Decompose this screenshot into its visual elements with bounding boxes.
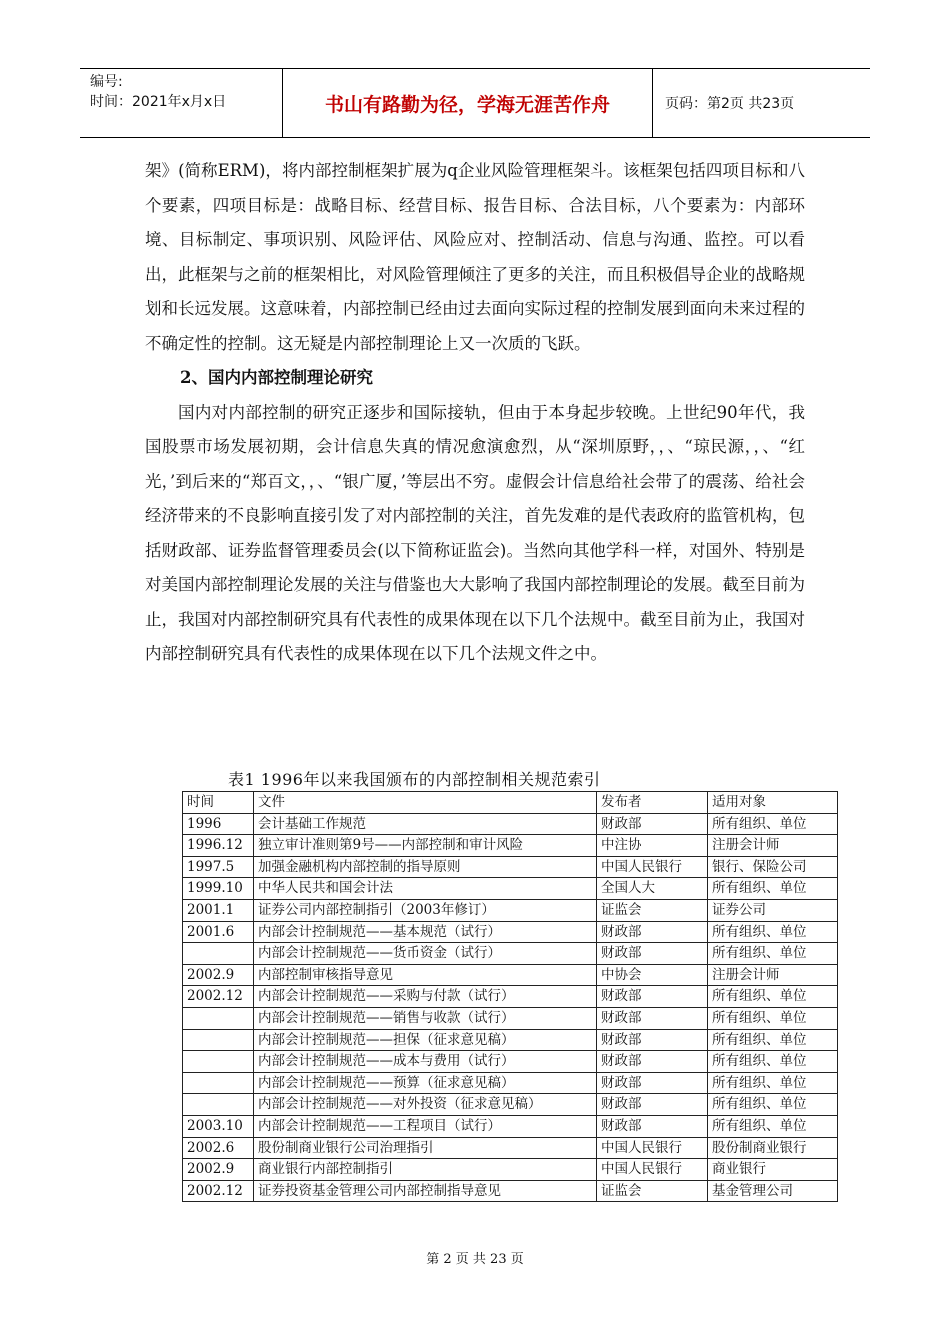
cell-document: 内部控制审核指导意见 xyxy=(254,964,597,986)
cell-document: 商业银行内部控制指引 xyxy=(254,1159,597,1181)
cell-document: 内部会计控制规范——基本规范（试行） xyxy=(254,921,597,943)
time-label: 时间：2021年x月x日 xyxy=(90,94,227,110)
cell-issuer: 财政部 xyxy=(597,943,708,965)
cell-issuer: 证监会 xyxy=(597,1180,708,1202)
cell-target: 所有组织、单位 xyxy=(708,1051,838,1073)
page-footer: 第 2 页 共 23 页 xyxy=(426,1252,524,1267)
table-row xyxy=(183,899,838,921)
cell-issuer: 财政部 xyxy=(597,1029,708,1051)
cell-issuer: 财政部 xyxy=(597,921,708,943)
cell-issuer: 中国人民银行 xyxy=(597,856,708,878)
column-header-document: 文件 xyxy=(254,792,597,814)
section-heading: 2、国内内部控制理论研究 xyxy=(180,368,373,387)
cell-time xyxy=(183,1051,254,1073)
table-row xyxy=(183,986,838,1008)
table-title: 表1 1996年以来我国颁布的内部控制相关规范索引 xyxy=(228,770,601,789)
cell-target: 所有组织、单位 xyxy=(708,921,838,943)
cell-target: 所有组织、单位 xyxy=(708,1029,838,1051)
cell-issuer: 财政部 xyxy=(597,1072,708,1094)
cell-issuer: 财政部 xyxy=(597,813,708,835)
cell-document: 独立审计准则第9号——内部控制和审计风险 xyxy=(254,835,597,857)
cell-time xyxy=(183,1029,254,1051)
cell-time: 2001.6 xyxy=(183,921,254,943)
column-header-issuer: 发布者 xyxy=(597,792,708,814)
cell-issuer: 中注协 xyxy=(597,835,708,857)
cell-document: 内部会计控制规范——成本与费用（试行） xyxy=(254,1051,597,1073)
cell-target: 所有组织、单位 xyxy=(708,1072,838,1094)
table-body xyxy=(183,813,838,1202)
cell-time: 1997.5 xyxy=(183,856,254,878)
cell-target: 所有组织、单位 xyxy=(708,1115,838,1137)
table-row xyxy=(183,964,838,986)
cell-time xyxy=(183,1072,254,1094)
cell-time: 2002.9 xyxy=(183,1159,254,1181)
table-row xyxy=(183,943,838,965)
column-header-time: 时间 xyxy=(183,792,254,814)
cell-document: 内部会计控制规范——采购与付款（试行） xyxy=(254,986,597,1008)
page-header xyxy=(80,68,870,138)
cell-document: 内部会计控制规范——担保（征求意见稿） xyxy=(254,1029,597,1051)
cell-issuer: 全国人大 xyxy=(597,878,708,900)
table-row xyxy=(183,1137,838,1159)
cell-document: 加强金融机构内部控制的指导原则 xyxy=(254,856,597,878)
cell-document: 中华人民共和国会计法 xyxy=(254,878,597,900)
cell-document: 股份制商业银行公司治理指引 xyxy=(254,1137,597,1159)
document-body xyxy=(145,154,805,672)
cell-target: 所有组织、单位 xyxy=(708,1007,838,1029)
table-row xyxy=(183,1159,838,1181)
cell-time: 1999.10 xyxy=(183,878,254,900)
cell-time: 2001.1 xyxy=(183,899,254,921)
cell-target: 所有组织、单位 xyxy=(708,878,838,900)
cell-time xyxy=(183,943,254,965)
cell-time: 1996.12 xyxy=(183,835,254,857)
cell-target: 股份制商业银行 xyxy=(708,1137,838,1159)
table-header-row xyxy=(183,792,838,814)
cell-issuer: 中协会 xyxy=(597,964,708,986)
cell-document: 会计基础工作规范 xyxy=(254,813,597,835)
cell-target: 所有组织、单位 xyxy=(708,943,838,965)
cell-target: 所有组织、单位 xyxy=(708,1094,838,1116)
cell-issuer: 财政部 xyxy=(597,1051,708,1073)
column-header-target: 适用对象 xyxy=(708,792,838,814)
cell-issuer: 财政部 xyxy=(597,986,708,1008)
table-row xyxy=(183,1115,838,1137)
table-row xyxy=(183,1029,838,1051)
table-row xyxy=(183,1180,838,1202)
cell-time: 2002.12 xyxy=(183,986,254,1008)
cell-time: 2003.10 xyxy=(183,1115,254,1137)
table-row xyxy=(183,878,838,900)
cell-target: 证券公司 xyxy=(708,899,838,921)
cell-document: 内部会计控制规范——销售与收款（试行） xyxy=(254,1007,597,1029)
cell-target: 银行、保险公司 xyxy=(708,856,838,878)
table-row xyxy=(183,1007,838,1029)
cell-issuer: 证监会 xyxy=(597,899,708,921)
cell-issuer: 财政部 xyxy=(597,1115,708,1137)
header-page-info: 页码：第2页 共23页 xyxy=(665,96,795,112)
cell-time xyxy=(183,1007,254,1029)
header-motto-cell xyxy=(283,69,653,137)
cell-target: 注册会计师 xyxy=(708,835,838,857)
cell-target: 注册会计师 xyxy=(708,964,838,986)
table-row xyxy=(183,1072,838,1094)
cell-issuer: 中国人民银行 xyxy=(597,1159,708,1181)
header-motto: 书山有路勤为径，学海无涯苦作舟 xyxy=(324,93,610,116)
number-label: 编号: xyxy=(90,74,123,90)
table-row xyxy=(183,1094,838,1116)
cell-time: 2002.12 xyxy=(183,1180,254,1202)
regulation-table xyxy=(182,791,838,1202)
cell-issuer: 财政部 xyxy=(597,1094,708,1116)
cell-target: 所有组织、单位 xyxy=(708,986,838,1008)
cell-document: 证券投资基金管理公司内部控制指导意见 xyxy=(254,1180,597,1202)
table-row xyxy=(183,856,838,878)
cell-issuer: 中国人民银行 xyxy=(597,1137,708,1159)
cell-time: 2002.9 xyxy=(183,964,254,986)
cell-document: 内部会计控制规范——货币资金（试行） xyxy=(254,943,597,965)
header-meta xyxy=(80,69,283,137)
paragraph-domestic: 国内对内部控制的研究正逐步和国际接轨，但由于本身起步较晚。上世纪90年代，我国股票市场发展初期，会计信息失真的情况愈演愈烈，从“深圳原野，，、“琼民源，，、“红光，’到后来的“郑百文，，、“银广厦，’等层出不穷。虚假会计信息给社会带了的震荡、给社会经济带来的不良影响直接引发了对内部控制的关注，首先发难的是代表政府的监管机构，包括财政部、证券监督管理委员会(以下简称证监会)。当然向其他学科一样，对国外、特别是对美国内部控制理论发展的关注与借鉴也大大影响了我国内部控制理论的发展。截至目前为止，我国对内部控制研究具有代表性的成果体现在以下几个法规中。截至目前为止，我国对内部控制研究具有代表性的成果体现在以下几个法规文件之中。 xyxy=(145,402,805,663)
cell-time: 2002.6 xyxy=(183,1137,254,1159)
cell-issuer: 财政部 xyxy=(597,1007,708,1029)
cell-document: 证券公司内部控制指引（2003年修订） xyxy=(254,899,597,921)
table-row xyxy=(183,835,838,857)
table-row xyxy=(183,1051,838,1073)
cell-target: 所有组织、单位 xyxy=(708,813,838,835)
cell-target: 商业银行 xyxy=(708,1159,838,1181)
cell-time xyxy=(183,1094,254,1116)
cell-time: 1996 xyxy=(183,813,254,835)
table-row xyxy=(183,921,838,943)
cell-target: 基金管理公司 xyxy=(708,1180,838,1202)
cell-document: 内部会计控制规范——对外投资（征求意见稿） xyxy=(254,1094,597,1116)
paragraph-erm: 架》(简称ERM)，将内部控制框架扩展为q企业风险管理框架斗。该框架包括四项目标和八个要素，四项目标是：战略目标、经营目标、报告目标、合法目标，八个要素为：内部环境、目标制定、事项识别、风险评估、风险应对、控制活动、信息与沟通、监控。可以看出，此框架与之前的框架相比，对风险管理倾注了更多的关注，而且积极倡导企业的战略规划和长远发展。这意味着，内部控制已经由过去面向实际过程的控制发展到面向未来过程的不确定性的控制。这无疑是内部控制理论上又一次质的飞跃。 xyxy=(145,161,805,353)
cell-document: 内部会计控制规范——工程项目（试行） xyxy=(254,1115,597,1137)
table-row xyxy=(183,813,838,835)
cell-document: 内部会计控制规范——预算（征求意见稿） xyxy=(254,1072,597,1094)
